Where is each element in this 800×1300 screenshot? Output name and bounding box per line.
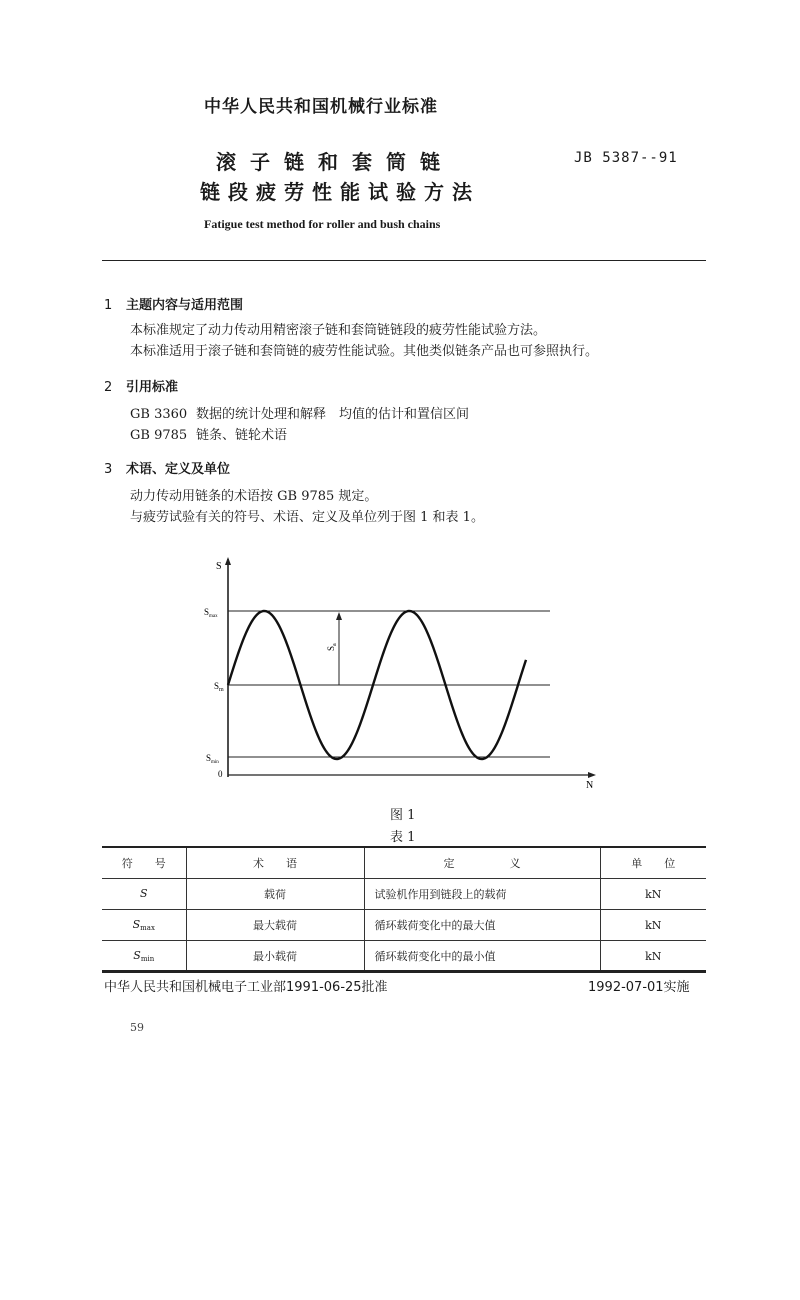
reference-text: 数据的统计处理和解释 均值的估计和置信区间 [196,407,470,422]
section-3-heading [104,458,230,477]
column-header: 单 位 [600,847,706,879]
paragraph: 本标准规定了动力传动用精密滚子链和套筒链链段的疲劳性能试验方法。 [130,323,547,338]
header-rule [102,260,706,261]
unit-cell: kN [600,879,706,910]
page-number: 59 [130,1021,144,1034]
table-row [102,941,706,973]
y-axis-arrow [225,557,231,565]
s-a-label: $S_a$ [326,643,338,651]
table-caption: 表 1 [390,830,416,845]
footer-rule [102,970,706,971]
s-max-label: $S_{max}$ [204,607,218,619]
standard-code: JB 5387--91 [574,150,678,166]
table-row [102,910,706,941]
symbol-cell: S [102,879,186,910]
english-title: Fatigue test method for roller and bush chains [204,217,441,231]
term-cell: 载荷 [186,879,364,910]
reference-code: GB 9785 [130,428,188,443]
definition-cell: 循环载荷变化中的最小值 [364,941,600,973]
load-cycle-figure [200,555,610,795]
y-axis-label: S [216,561,222,572]
figure-caption: 图 1 [390,808,416,823]
reference-text: 链条、链轮术语 [196,428,288,443]
section-3-body [130,486,484,528]
reference-code: GB 3360 [130,407,188,422]
term-cell: 最大载荷 [186,910,364,941]
section-1-heading [104,294,243,313]
document-title-line-2: 链段疲劳性能试验方法 [200,180,480,204]
section-title: 引用标准 [126,380,179,395]
term-cell: 最小载荷 [186,941,364,973]
column-header: 术 语 [186,847,364,879]
section-number: 1 [104,298,113,313]
section-title: 主题内容与适用范围 [126,298,244,313]
x-axis-arrow [588,772,596,778]
definition-cell: 试验机作用到链段上的载荷 [364,879,600,910]
symbol-cell: Smax [102,910,186,941]
s-min-label: $S_{min}$ [206,753,219,765]
paragraph: 与疲劳试验有关的符号、术语、定义及单位列于图 1 和表 1。 [130,510,484,525]
table-row [102,879,706,910]
section-number: 2 [104,380,113,395]
definitions-table [102,846,706,973]
column-header: 符 号 [102,847,186,879]
s-m-label: $S_m$ [214,681,224,693]
x-axis-label: N [586,780,594,791]
table-header-row [102,847,706,879]
section-1-body [130,320,598,362]
unit-cell: kN [600,941,706,973]
origin-label: 0 [218,769,223,779]
reference-item [130,425,469,446]
paragraph: 动力传动用链条的术语按 GB 9785 规定。 [130,489,378,504]
section-number: 3 [104,462,113,477]
reference-item [130,404,469,425]
approval-note: 中华人民共和国机械电子工业部1991-06-25批准 [104,980,388,995]
amplitude-arrow [336,612,342,620]
column-header: 定 义 [364,847,600,879]
definition-cell: 循环载荷变化中的最大值 [364,910,600,941]
reference-list [130,404,469,446]
implementation-date: 1992-07-01实施 [588,980,690,995]
symbol-cell: Smin [102,941,186,973]
paragraph: 本标准适用于滚子链和套筒链的疲劳性能试验。其他类似链条产品也可参照执行。 [130,344,599,359]
section-title: 术语、定义及单位 [126,462,231,477]
unit-cell: kN [600,910,706,941]
document-title-line-1: 滚子链和套筒链 [216,150,454,174]
standard-organization: 中华人民共和国机械行业标准 [204,97,438,117]
section-2-heading [104,376,178,395]
